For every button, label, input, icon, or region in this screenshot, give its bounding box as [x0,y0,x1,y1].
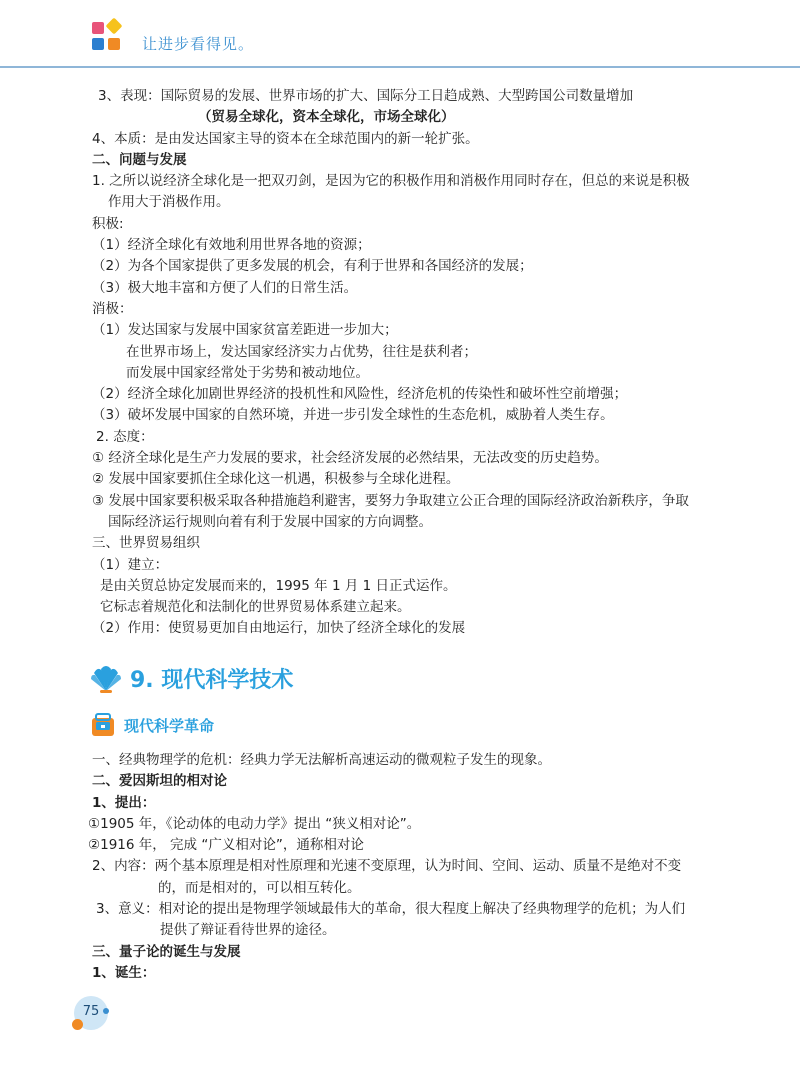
text-line: 它标志着规范化和法制化的世界贸易体系建立起来。 [100,599,411,616]
brand-logo-icon [92,22,122,52]
text-line: （2）为各个国家提供了更多发展的机会，有利于世界和各国经济的发展； [92,258,533,275]
decorative-dot [72,1019,83,1030]
text-line: 1、提出： [92,794,156,811]
header-tagline: 让进步看得见。 [142,35,255,53]
page-number: 75 [82,1004,100,1019]
text-line: （1）建立： [92,556,169,573]
text-line: 1. 之所以说经济全球化是一把双刃剑，是因为它的积极作用和消极作用同时存在，但总的来说是积极 [92,173,690,190]
text-line: 作用大于消极作用。 [108,194,230,211]
body-text-top [88,86,728,640]
section-title: 9. 现代科学技术 [130,667,294,693]
text-line: 3、表现：国际贸易的发展、世界市场的扩大、国际分工日趋成熟、大型跨国公司数量增加 [98,88,634,104]
text-line: （贸易全球化，资本全球化，市场全球化） [198,109,455,126]
text-line: 2. 态度： [96,428,154,445]
text-line: ② 发展中国家要抓住全球化这一机遇，积极参与全球化进程。 [92,471,460,488]
text-line: 积极: [92,215,124,232]
text-line: 1、诞生： [92,964,156,981]
text-line: ① 经济全球化是生产力发展的要求，社会经济发展的必然结果，无法改变的历史趋势。 [92,450,608,467]
text-line: （3）破坏发展中国家的自然环境，并进一步引发全球性的生态危机，威胁着人类生存。 [92,407,614,424]
text-line: （1）发达国家与发展中国家贫富差距进一步加大； [92,322,398,339]
text-line: ③ 发展中国家要积极采取各种措施趋利避害，要努力争取建立公正合理的国际经济政治新秩序，争取 [92,492,689,509]
body-text-bottom [88,750,728,984]
text-line: ②1916 年， 完成 “广义相对论”，通称相对论 [88,837,364,854]
text-line: 提供了辩证看待世界的途径。 [160,922,336,939]
text-line: 消极： [92,300,133,317]
text-line: （3）极大地丰富和方便了人们的日常生活。 [92,279,358,296]
text-line: 而发展中国家经常处于劣势和被动地位。 [126,364,369,381]
text-line: 是由关贸总协定发展而来的，1995 年 1 月 1 日正式运作。 [100,577,457,594]
text-line: 二、问题与发展 [92,151,187,168]
subsection-title: 现代科学革命 [124,716,215,735]
text-line: 一、经典物理学的危机：经典力学无法解析高速运动的微观粒子发生的现象。 [92,752,551,768]
subsection-heading [90,712,214,738]
section-heading [90,660,293,696]
text-line: 2、内容：两个基本原理是相对性原理和光速不变原理，认为时间、空间、运动、质量不是绝对不变 [92,858,682,875]
text-line: 三、量子论的诞生与发展 [92,943,241,960]
text-line: （2）经济全球化加剧世界经济的投机性和风险性，经济危机的传染性和破坏性空前增强； [92,386,628,403]
text-line: 的，而是相对的，可以相互转化。 [158,879,361,896]
text-line: 在世界市场上，发达国家经济实力占优势，往往是获利者； [126,343,477,360]
text-line: （1）经济全球化有效地利用世界各地的资源； [92,237,371,254]
text-line: 二、爱因斯坦的相对论 [92,773,227,790]
text-line: 4、本质：是由发达国家主导的资本在全球范围内的新一轮扩张。 [92,130,479,147]
text-line: （2）作用：使贸易更加自由地运行，加快了经济全球化的发展 [92,620,466,637]
text-line: 国际经济运行规则向着有利于发展中国家的方向调整。 [108,513,432,530]
shell-icon [90,663,122,693]
text-line: 3、意义：相对论的提出是物理学领域最伟大的革命，很大程度上解决了经典物理学的危机；为人们 [96,901,686,918]
text-line: ①1905 年，《论动体的电动力学》提出 “狭义相对论”。 [88,815,421,832]
header-divider [0,66,800,68]
page-header [0,0,800,68]
decorative-dot [103,1008,109,1014]
text-line: 三、世界贸易组织 [92,535,200,552]
backpack-icon [90,712,116,738]
